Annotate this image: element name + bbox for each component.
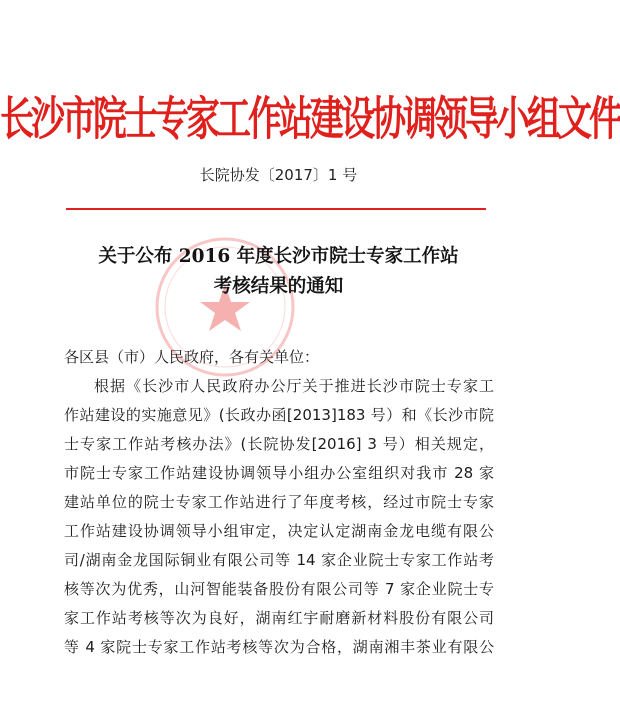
body-line: 市院士专家工作站建设协调领导小组办公室组织对我市 28 家 [64, 464, 494, 482]
header-divider [66, 208, 486, 210]
body-line: 司/湖南金龙国际铜业有限公司等 14 家企业院士专家工作站考 [64, 551, 494, 569]
body-line: 作站建设的实施意见》(长政办函[2013]183 号）和《长沙市院 [64, 406, 494, 424]
salutation: 各区县（市）人民政府，各有关单位： [64, 348, 320, 366]
body-line: 等 4 家院士专家工作站考核等次为合格，湖南湘丰茶业有限公 [64, 638, 494, 656]
body-line: 士专家工作站考核办法》(长院协发[2016] 3 号）相关规定， [64, 435, 494, 453]
notice-title-line1: 关于公布 2016 年度长沙市院士专家工作站 [98, 246, 459, 267]
body-line: 建站单位的院士专家工作站进行了年度考核，经过市院士专家 [64, 493, 494, 511]
body-line: 核等次为优秀，山河智能装备股份有限公司等 7 家企业院士专 [64, 580, 494, 598]
org-header-title: 长沙市院士专家工作站建设协调领导小组文件 [0, 92, 620, 147]
body-line: 根据《长沙市人民政府办公厅关于推进长沙市院士专家工 [94, 377, 494, 395]
notice-title-line2: 考核结果的通知 [213, 276, 344, 297]
body-line: 工作站建设协调领导小组审定，决定认定湖南金龙电缆有限公 [64, 522, 494, 540]
document-number: 长院协发〔2017〕1 号 [199, 166, 358, 184]
body-line: 家工作站考核等次为良好，湖南红宇耐磨新材料股份有限公司 [64, 609, 494, 627]
document-body [64, 343, 494, 662]
